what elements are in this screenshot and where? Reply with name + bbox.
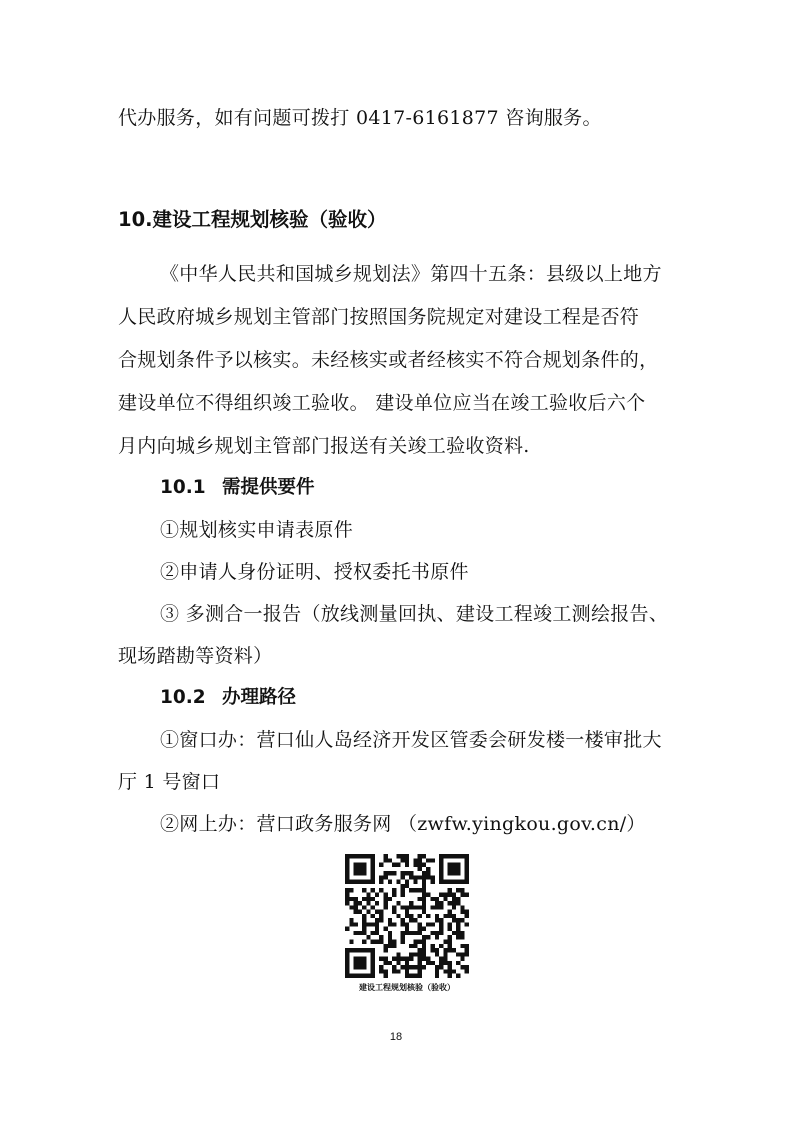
text-line: 代办服务，如有问题可拨打 0417-6161877 咨询服务。 <box>118 107 602 129</box>
subsection-title: 需提供要件 <box>222 477 315 498</box>
paragraph-line: 建设单位不得组织竣工验收。 建设单位应当在竣工验收后六个 <box>118 392 646 414</box>
list-item-continuation: 现场踏勘等资料） <box>118 645 273 667</box>
paragraph-line: 《中华人民共和国城乡规划法》第四十五条：县级以上地方 <box>160 263 662 285</box>
qr-code-icon[interactable] <box>345 854 469 978</box>
subsection-title: 办理路径 <box>222 687 297 708</box>
list-item: ②网上办：营口政务服务网 （zwfw.yingkou.gov.cn/） <box>160 813 646 835</box>
subsection-heading-process <box>160 686 296 710</box>
list-item: ①规划核实申请表原件 <box>160 519 354 541</box>
subsection-number: 10.2 <box>160 687 206 708</box>
subsection-heading-requirements <box>160 476 315 500</box>
paragraph-line: 月内向城乡规划主管部门报送有关竣工验收资料. <box>118 435 530 457</box>
paragraph-line: 人民政府城乡规划主管部门按照国务院规定对建设工程是否符 <box>118 306 640 328</box>
list-item: ①窗口办：营口仙人岛经济开发区管委会研发楼一楼审批大 <box>160 729 662 751</box>
list-item: ②申请人身份证明、授权委托书原件 <box>160 561 469 583</box>
list-item: ③ 多测合一报告（放线测量回执、建设工程竣工测绘报告、 <box>160 603 669 625</box>
section-heading: 10.建设工程规划核验（验收） <box>118 208 387 231</box>
subsection-number: 10.1 <box>160 477 206 498</box>
list-item-continuation: 厅 1 号窗口 <box>118 771 221 793</box>
paragraph-line: 合规划条件予以核实。未经核实或者经核实不符合规划条件的， <box>118 349 659 371</box>
qr-caption: 建设工程规划核验（验收） <box>359 983 455 992</box>
page-number: 18 <box>389 1031 403 1043</box>
